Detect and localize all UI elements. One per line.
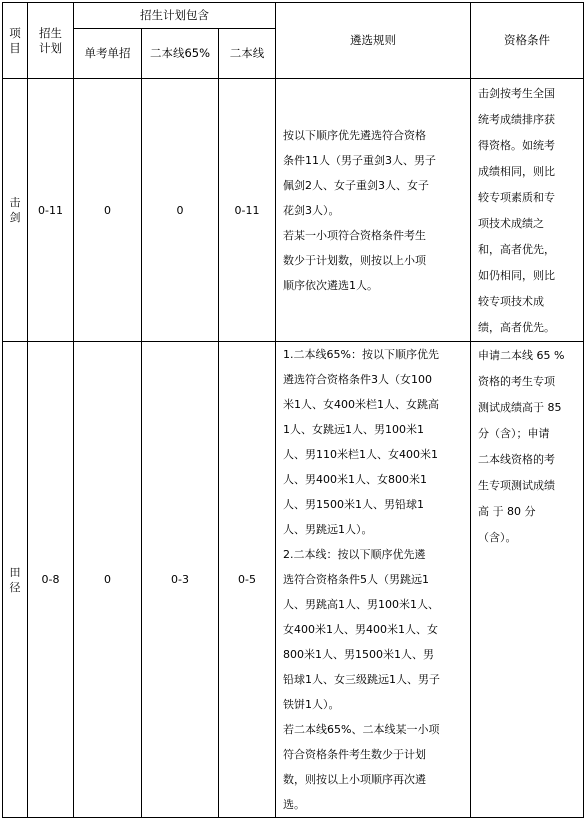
cell-line65: 0-3 [142,342,219,818]
cell-qualification: 击剑按考生全国 统考成绩排序获 得资格。如统考 成绩相同，则比 较专项素质和专 项技术成绩之 和，高者优先， 如仍相同，则比 较专项技术成 绩，高者优先。 [471,79,584,342]
cell-plan: 0-11 [28,79,74,342]
cell-rules: 按以下顺序优先遴选符合资格 条件11人（男子重剑3人、男子 佩剑2人、女子重剑3人、女子 花剑3人）。 若某一小项符合资格条件考生 数少于计划数，则按以上小项 顺序依次遴选1人。 [276,79,471,342]
cell-plan: 0-8 [28,342,74,818]
header-plan: 招生 计划 [28,3,74,79]
cell-line65: 0 [142,79,219,342]
header-plan-includes: 招生计划包含 [74,3,276,29]
header-rules: 遴选规则 [276,3,471,79]
header-project: 项 目 [3,3,28,79]
cell-single: 0 [74,342,142,818]
header-row-1 [3,3,584,29]
cell-line2: 0-5 [219,342,276,818]
header-line65: 二本线65% [142,29,219,79]
header-qualification: 资格条件 [471,3,584,79]
cell-qualification: 申请二本线 65 % 资格的考生专项 测试成绩高于 85 分（含）；申请 二本线资格的考 生专项测试成绩 高 于 80 分 （含）。 [471,342,584,818]
cell-rules: 1.二本线65%：按以下顺序优先 遴选符合资格条件3人（女100 米1人、女400米栏1人、女跳高 1人、女跳远1人、男100米1 人、男110米栏1人、女400米1 人、男400米1人、女800米1 人、男1500米1人、男铅球1 人、男跳远1人）。 2.二本线：按以下顺序优先遴 选符合资格条件5人（男跳远1 人、男跳高1人、男100米1人、 女400米1人、男400米1人、女 800米1人、男1500米1人、男 铅球1人、女三级跳远1人、男子 铁饼1人）。 若二本线65%、二本线某一小项 符合资格条件考生数少于计划 数，则按以上小项顺序再次遴 选。 [276,342,471,818]
table-row-athletics [3,342,584,818]
header-line2: 二本线 [219,29,276,79]
cell-project: 田 径 [3,342,28,818]
cell-line2: 0-11 [219,79,276,342]
table-row-fencing [3,79,584,342]
cell-single: 0 [74,79,142,342]
cell-project: 击 剑 [3,79,28,342]
admission-plan-table [2,2,584,818]
header-single-exam: 单考单招 [74,29,142,79]
